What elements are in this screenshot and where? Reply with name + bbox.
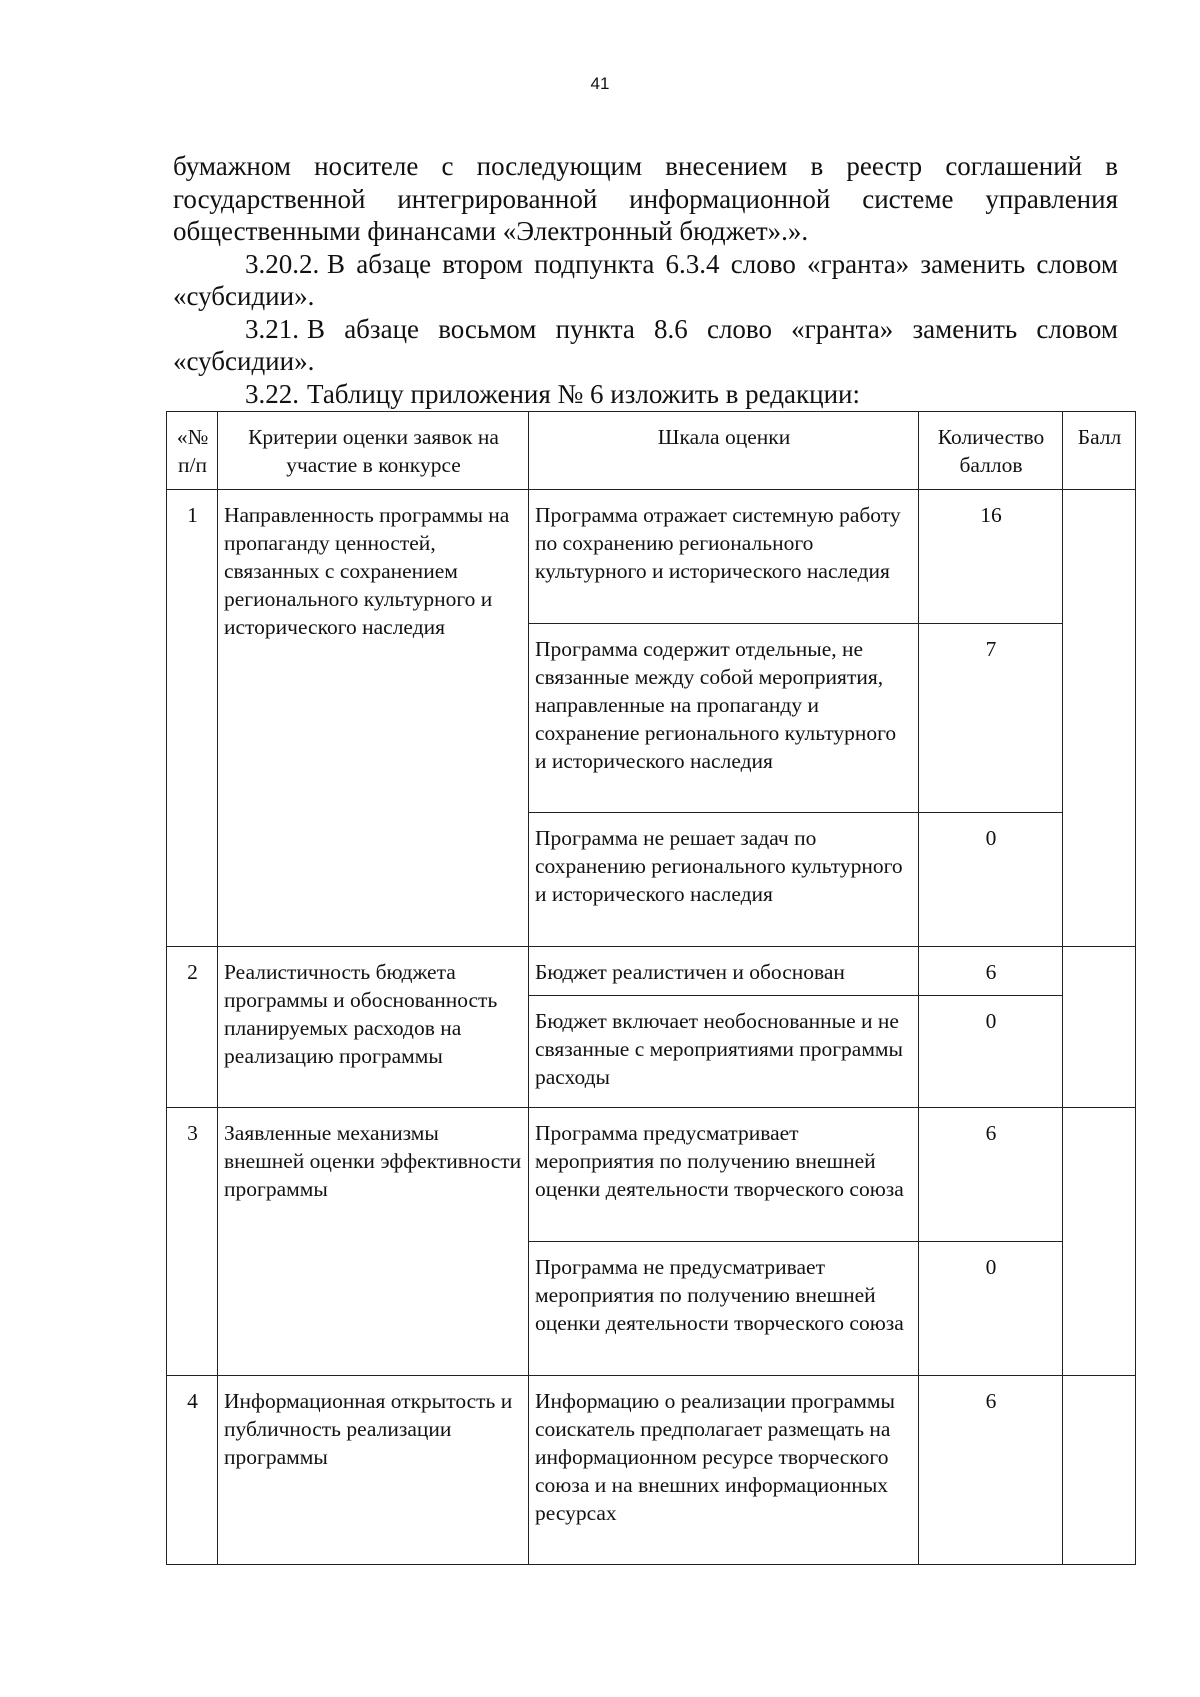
- scale-cell: Программа не предусматривает мероприятия по получению внешней оценки деятельности творческого союза: [529, 1242, 919, 1376]
- clause-number: 3.20.2.: [245, 248, 320, 279]
- row-number: 2: [167, 947, 218, 1108]
- scale-cell: Программа отражает системную работу по сохранению регионального культурного и исторического наследия: [529, 490, 919, 624]
- points-cell: 6: [919, 1108, 1063, 1242]
- scale-cell: Программа не решает задач по сохранению регионального культурного и исторического наследия: [529, 813, 919, 947]
- clause-text: В абзаце восьмом пункта 8.6 слово «гранта» заменить словом «субсидии».: [173, 313, 1118, 376]
- points-cell: 7: [919, 624, 1063, 813]
- clause-text: Таблицу приложения № 6 изложить в редакции:: [307, 378, 860, 409]
- criteria-table: [166, 411, 1136, 1565]
- table-row: [167, 1376, 1136, 1565]
- table-row: [167, 490, 1136, 624]
- header-criteria: Критерии оценки заявок на участие в конкурсе: [218, 412, 529, 490]
- paragraph-3-21: [173, 313, 1118, 378]
- row-number: 1: [167, 490, 218, 947]
- criterion-cell: Реалистичность бюджета программы и обоснованность планируемых расходов на реализацию программы: [218, 947, 529, 1108]
- clause-number: 3.21.: [245, 313, 299, 344]
- criterion-cell: Заявленные механизмы внешней оценки эффективности программы: [218, 1108, 529, 1376]
- points-cell: 6: [919, 947, 1063, 996]
- paragraph-3-22: [173, 378, 1118, 411]
- scale-cell: Бюджет включает необоснованные и не связанные с мероприятиями программы расходы: [529, 996, 919, 1108]
- points-cell: 0: [919, 1242, 1063, 1376]
- clause-text: В абзаце втором подпункта 6.3.4 слово «гранта» заменить словом «субсидии».: [173, 248, 1118, 311]
- page-number: 41: [590, 74, 610, 93]
- paragraph-continuation: бумажном носителе с последующим внесением в реестр соглашений в государственной интегрированной информационной системе управления общественными финансами «Электронный бюджет».».: [173, 151, 1118, 246]
- header-score: Балл: [1063, 412, 1136, 490]
- points-cell: 6: [919, 1376, 1063, 1565]
- scale-cell: Бюджет реалистичен и обоснован: [529, 947, 919, 996]
- header-points: Количество баллов: [919, 412, 1063, 490]
- table-row: [167, 947, 1136, 996]
- points-cell: 0: [919, 813, 1063, 947]
- clause-number: 3.22.: [245, 378, 299, 409]
- table-row: [167, 1108, 1136, 1242]
- criterion-cell: Информационная открытость и публичность реализации программы: [218, 1376, 529, 1565]
- criterion-cell: Направленность программы на пропаганду ценностей, связанных с сохранением регионального культурного и исторического наследия: [218, 490, 529, 947]
- score-cell: [1063, 490, 1136, 947]
- table-header-row: [167, 412, 1136, 490]
- points-cell: 0: [919, 996, 1063, 1108]
- score-cell: [1063, 1108, 1136, 1376]
- points-cell: 16: [919, 490, 1063, 624]
- row-number: 3: [167, 1108, 218, 1376]
- paragraph-3-20-2: [173, 248, 1118, 313]
- scale-cell: Программа содержит отдельные, не связанные между собой мероприятия, направленные на пропаганду и сохранение регионального культурного и исторического наследия: [529, 624, 919, 813]
- scale-cell: Информацию о реализации программы соискатель предполагает размещать на информационном ресурсе творческого союза и на внешних информационных ресурсах: [529, 1376, 919, 1565]
- header-scale: Шкала оценки: [529, 412, 919, 490]
- scale-cell: Программа предусматривает мероприятия по получению внешней оценки деятельности творческого союза: [529, 1108, 919, 1242]
- score-cell: [1063, 947, 1136, 1108]
- row-number: 4: [167, 1376, 218, 1565]
- header-number: «№ п/п: [167, 412, 218, 490]
- document-body: [173, 150, 1118, 410]
- score-cell: [1063, 1376, 1136, 1565]
